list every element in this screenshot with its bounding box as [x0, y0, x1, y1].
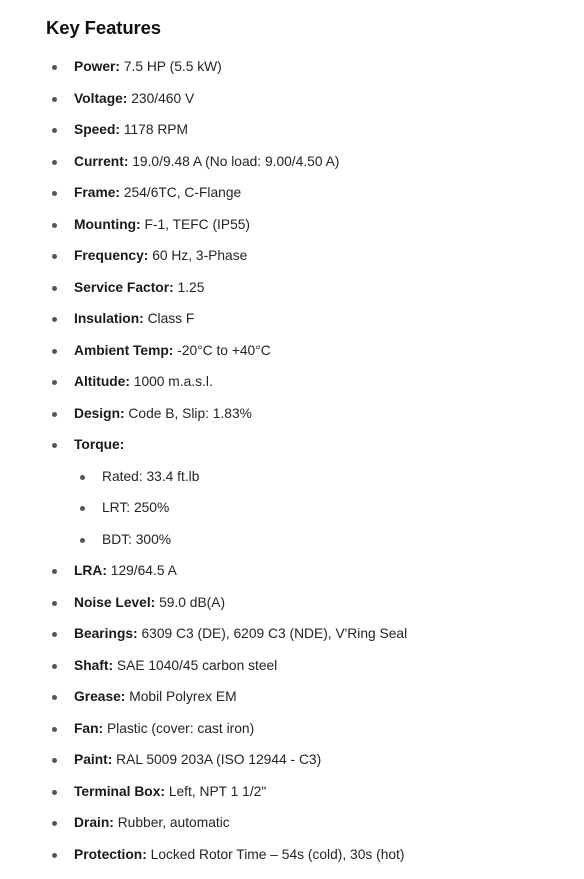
- feature-label: Design:: [74, 406, 125, 421]
- list-item-bearings: [46, 627, 576, 659]
- list-item-ambient-temp: [46, 344, 576, 376]
- feature-value: SAE 1040/45 carbon steel: [113, 658, 277, 673]
- list-item-shaft: [46, 659, 576, 691]
- feature-label: Power:: [74, 59, 120, 74]
- feature-value: Locked Rotor Time – 54s (cold), 30s (hot): [147, 847, 405, 862]
- feature-label: Torque:: [74, 437, 124, 452]
- feature-value: 59.0 dB(A): [155, 595, 225, 610]
- feature-label: Ambient Temp:: [74, 343, 173, 358]
- feature-value: Mobil Polyrex EM: [125, 689, 236, 704]
- sublist-item: BDT: 300%: [74, 533, 576, 565]
- feature-label: Altitude:: [74, 374, 130, 389]
- feature-value: 19.0/9.48 A (No load: 9.00/4.50 A): [128, 154, 339, 169]
- feature-value: Class F: [144, 311, 195, 326]
- feature-value: 254/6TC, C-Flange: [120, 185, 241, 200]
- feature-label: Bearings:: [74, 626, 138, 641]
- list-item-mounting: [46, 218, 576, 250]
- list-item-frame: [46, 186, 576, 218]
- feature-value: Code B, Slip: 1.83%: [125, 406, 252, 421]
- feature-value: RAL 5009 203A (ISO 12944 - C3): [112, 752, 321, 767]
- list-item-insulation: [46, 312, 576, 344]
- list-item-design: [46, 407, 576, 439]
- sublist-item: LRT: 250%: [74, 501, 576, 533]
- feature-label: Frame:: [74, 185, 120, 200]
- feature-value: 230/460 V: [127, 91, 194, 106]
- list-item-drain: [46, 816, 576, 848]
- feature-label: Paint:: [74, 752, 112, 767]
- feature-label: Voltage:: [74, 91, 127, 106]
- feature-label: Insulation:: [74, 311, 144, 326]
- list-item-power: [46, 60, 576, 92]
- feature-label: Service Factor:: [74, 280, 174, 295]
- feature-label: Frequency:: [74, 248, 148, 263]
- torque-sublist: [74, 470, 576, 565]
- list-item-service-factor: [46, 281, 576, 313]
- list-item-frequency: [46, 249, 576, 281]
- feature-value: Left, NPT 1 1/2": [165, 784, 266, 799]
- feature-value: Rubber, automatic: [114, 815, 230, 830]
- feature-value: -20°C to +40°C: [173, 343, 270, 358]
- feature-label: LRA:: [74, 563, 107, 578]
- section-title: Key Features: [46, 0, 576, 44]
- feature-value: 1178 RPM: [120, 122, 188, 137]
- list-item-terminal-box: [46, 785, 576, 817]
- feature-value: 7.5 HP (5.5 kW): [120, 59, 222, 74]
- feature-label: Mounting:: [74, 217, 141, 232]
- feature-label: Speed:: [74, 122, 120, 137]
- sublist-item: Rated: 33.4 ft.lb: [74, 470, 576, 502]
- list-item-voltage: [46, 92, 576, 124]
- list-item-protection: [46, 848, 576, 879]
- feature-value: 129/64.5 A: [107, 563, 177, 578]
- feature-value: 6309 C3 (DE), 6209 C3 (NDE), V'Ring Seal: [138, 626, 408, 641]
- list-item-grease: [46, 690, 576, 722]
- list-item-noise-level: [46, 596, 576, 628]
- feature-value: 1000 m.a.s.l.: [130, 374, 213, 389]
- feature-value: Plastic (cover: cast iron): [103, 721, 254, 736]
- list-item-paint: [46, 753, 576, 785]
- feature-label: Grease:: [74, 689, 125, 704]
- feature-value: F-1, TEFC (IP55): [141, 217, 250, 232]
- features-list: [46, 60, 576, 879]
- list-item-fan: [46, 722, 576, 754]
- feature-value: 60 Hz, 3-Phase: [148, 248, 247, 263]
- key-features-section: [46, 0, 576, 879]
- feature-label: Fan:: [74, 721, 103, 736]
- feature-label: Noise Level:: [74, 595, 155, 610]
- list-item-lra: [46, 564, 576, 596]
- feature-label: Drain:: [74, 815, 114, 830]
- list-item-altitude: [46, 375, 576, 407]
- feature-label: Shaft:: [74, 658, 113, 673]
- feature-label: Current:: [74, 154, 128, 169]
- list-item-current: [46, 155, 576, 187]
- list-item-torque: [46, 438, 576, 564]
- feature-label: Protection:: [74, 847, 147, 862]
- list-item-speed: [46, 123, 576, 155]
- feature-value: 1.25: [174, 280, 205, 295]
- feature-label: Terminal Box:: [74, 784, 165, 799]
